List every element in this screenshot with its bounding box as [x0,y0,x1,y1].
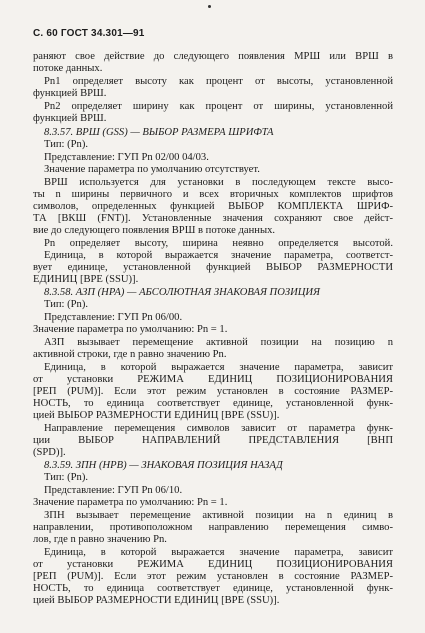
text-line: АЗП вызывает перемещение активной позиции на позицию n [44,337,393,348]
text-line: Представление: ГУП Pn 02/00 04/03. [44,152,209,163]
text-line: функцией ВРШ. [33,113,107,124]
text-line: от установки РЕЖИМА ЕДИНИЦ ПОЗИЦИОНИРОВАНИЯ [33,559,393,570]
text-line: ТА [ВКШ (FNT)]. Установленные значения сохраняют свое дейст- [33,213,393,224]
text-line: Тип: (Pn). [44,472,89,483]
text-line: потоке данных. [33,63,103,74]
text-line: (SPD)]. [33,447,66,458]
text-line: направлении, противоположном направлению перемещения симво- [33,522,393,533]
text-line: раняют свое действие до следующего появления МРШ или ВРШ в [33,51,393,62]
text-line: лов, где n равно значению Pn. [33,534,167,545]
text-line: НОСТЬ, то единица соответствует единице, установленной функ- [33,583,393,594]
text-line: ЕДИНИЦ [ВРЕ (SSU)]. [33,274,139,285]
text-line: Единица, в которой выражается значение параметра, соответст- [44,250,393,261]
text-line: вует единице, установленной функцией ВЫБОР РАЗМЕРНОСТИ [33,262,393,273]
text-line: Значение параметра по умолчанию отсутствует. [44,164,260,175]
text-line: активной строки, где n равно значению Pn. [33,349,227,360]
text-line: Единица, в которой выражается значение параметра, зависит [44,547,393,558]
text-line: вие до следующего появления ВРШ в потоке данных. [33,225,276,236]
text-line: функцией ВРШ. [33,88,107,99]
text-line: Представление: ГУП Pn 06/10. [44,485,183,496]
text-line: цией ВЫБОР РАЗМЕРНОСТИ ЕДИНИЦ [ВРЕ (SSU)]. [33,410,280,421]
text-line: Тип: (Pn). [44,299,89,310]
text-line: Тип: (Pn). [44,139,89,150]
text-line: Pn2 определяет ширину как процент от ширины, установленной [44,101,393,112]
text-line: Направление перемещения символов зависит от параметра функ- [44,423,393,434]
text-line: Pn1 определяет высоту как процент от высоты, установленной [44,76,393,87]
text-line: цией ВЫБОР РАЗМЕРНОСТИ ЕДИНИЦ [ВРЕ (SSU)]. [33,595,280,606]
text-line: от установки РЕЖИМА ЕДИНИЦ ПОЗИЦИОНИРОВАНИЯ [33,374,393,385]
text-line: ЗПН вызывает перемещение активной позиции на n единиц в [44,510,393,521]
text-line: ты n ширины первичного и всех вторичных комплектов шрифтов [33,189,393,200]
text-line: Представление: ГУП Pn 06/00. [44,312,183,323]
text-line: НОСТЬ, то единица соответствует единице, установленной функ- [33,398,393,409]
text-line: Значение параметра по умолчанию: Pn = 1. [33,497,228,508]
scan-speck [208,5,211,8]
text-line: [РЕП (PUM)]. Если этот режим установлен в состояние РАЗМЕР- [33,571,393,582]
text-line: Единица, в которой выражается значение параметра, зависит [44,362,393,373]
text-line: ции ВЫБОР НАПРАВЛЕНИЙ ПРЕДСТАВЛЕНИЯ [ВНП [33,435,393,446]
page-header: С. 60 ГОСТ 34.301—91 [33,28,145,39]
text-line: [РЕП (PUM)]. Если этот режим установлен в состояние РАЗМЕР- [33,386,393,397]
text-line: Pn определяет высоту, ширина неявно определяется высотой. [44,238,393,249]
text-line: Значение параметра по умолчанию: Pn = 1. [33,324,228,335]
section-heading: 8.3.57. ВРШ (GSS) — ВЫБОР РАЗМЕРА ШРИФТА [44,127,274,138]
text-line: ВРШ используется для установки в последующем тексте высо- [44,177,393,188]
section-heading: 8.3.58. АЗП (НРА) — АБСОЛЮТНАЯ ЗНАКОВАЯ ПОЗИЦИЯ [44,287,321,298]
text-line: символов, определенных функцией ВЫБОР КОМПЛЕКТА ШРИФ- [33,201,393,212]
section-heading: 8.3.59. ЗПН (НРВ) — ЗНАКОВАЯ ПОЗИЦИЯ НАЗАД [44,460,283,471]
